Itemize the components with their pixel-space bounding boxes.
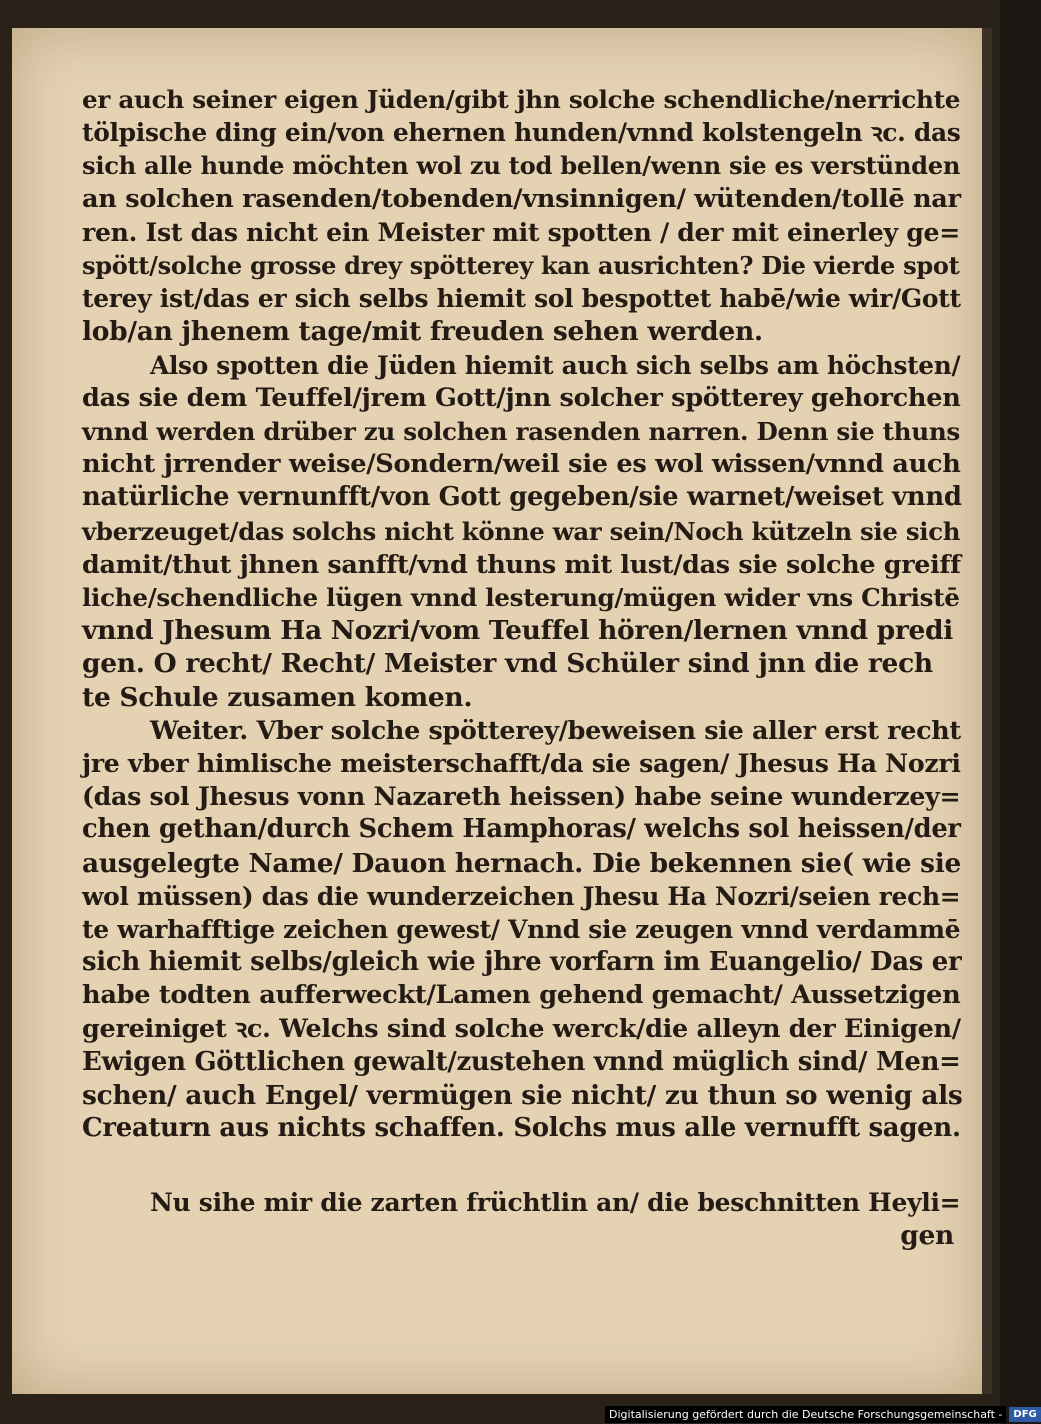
paragraph-4	[82, 1186, 962, 1252]
funding-credit: Digitalisierung gefördert durch die Deutsche Forschungsgemeinschaft -	[605, 1406, 1006, 1423]
text-line: chen gethan/durch Schem Hamphoras/ welchs sol heissen/der	[82, 814, 961, 845]
text-line: Nu sihe mir die zarten früchtlin an/ die beschnitten Heyli=	[150, 1187, 961, 1217]
text-line: spött/solche grosse drey spötterey kan ausrichten? Die vierde spot	[82, 251, 960, 281]
text-line: habe todten aufferweckt/Lamen gehend gemacht/ Aussetzigen	[82, 980, 961, 1011]
text-line: sich alle hunde möchten wol zu tod bellen/wenn sie es verstünden	[82, 151, 961, 181]
text-line: damit/thut jhnen sanfft/vnd thuns mit lust/das sie solche greiff	[82, 548, 961, 579]
paragraph-3	[82, 714, 962, 1146]
text-line: nicht jrrender weise/Sondern/weil sie es wol wissen/vnnd auch	[82, 449, 961, 480]
book-page	[12, 28, 992, 1394]
text-line: natürliche vernunfft/von Gott gegeben/sie warnet/weiset vnnd	[82, 482, 962, 513]
text-line: Also spotten die Jüden hiemit auch sich selbs am höchsten/	[150, 350, 961, 380]
text-line: sich hiemit selbs/gleich wie jhre vorfarn im Euangelio/ Das er	[82, 947, 962, 978]
text-line: schen/ auch Engel/ vermügen sie nicht/ zu thun so wenig als	[82, 1080, 963, 1112]
text-line: vnnd Jhesum Ha Nozri/vom Teuffel hören/lernen vnnd predi	[82, 615, 954, 647]
catchword: gen	[900, 1219, 954, 1251]
text-line: vnnd werden drüber zu solchen rasenden narren. Denn sie thuns	[82, 417, 960, 447]
page-text	[82, 83, 962, 1252]
text-line: Creaturn aus nichts schaffen. Solchs mus alle vernufft sagen.	[82, 1113, 961, 1144]
text-line: tölpische ding ein/von ehernen hunden/vnnd kolstengeln ꝛc. das	[82, 118, 961, 148]
text-line: an solchen rasenden/tobenden/vnsinnigen/ wütenden/tollē nar	[82, 183, 961, 214]
text-line: lob/an jhenem tage/mit freuden sehen werden.	[82, 316, 763, 348]
text-line: te Schule zusamen komen.	[82, 681, 473, 713]
text-line: Weiter. Vber solche spötterey/beweisen sie aller erst recht	[150, 714, 961, 745]
paragraph-gap	[82, 1146, 962, 1186]
text-line: terey ist/das er sich selbs hiemit sol bespottet habē/wie wir/Gott	[82, 284, 961, 314]
text-line: jre vber himlische meisterschafft/da sie sagen/ Jhesus Ha Nozri	[82, 748, 961, 779]
text-line: das sie dem Teuffel/jrem Gott/jnn solcher spötterey gehorchen	[82, 382, 961, 413]
text-line: Ewigen Göttlichen gewalt/zustehen vnnd müglich sind/ Men=	[82, 1046, 961, 1077]
text-line: ausgelegte Name/ Dauon hernach. Die bekennen sie( wie sie	[82, 847, 961, 879]
text-line: ren. Ist das nicht ein Meister mit spotten / der mit einerley ge=	[82, 216, 960, 247]
text-line: (das sol Jhesus vonn Nazareth heissen) habe seine wunderzey=	[82, 781, 961, 812]
text-line: wol müssen) das die wunderzeichen Jhesu Ha Nozri/seien rech=	[82, 881, 961, 911]
text-line: te warhafftige zeichen gewest/ Vnnd sie zeugen vnnd verdammē	[82, 915, 961, 945]
text-line: er auch seiner eigen Jüden/gibt jhn solche schendliche/nerrichte	[82, 85, 961, 114]
footer-credit-bar	[605, 1405, 1041, 1424]
dfg-logo: DFG	[1009, 1407, 1040, 1422]
paragraph-1	[82, 83, 962, 349]
text-line: gen. O recht/ Recht/ Meister vnd Schüler sind jnn die rech	[82, 648, 933, 680]
text-line: liche/schendliche lügen vnnd lesterung/mügen wider vns Christē	[82, 583, 960, 613]
text-line: gereiniget ꝛc. Welchs sind solche werck/die alleyn der Einigen/	[82, 1013, 961, 1044]
paragraph-2	[82, 349, 962, 714]
text-line: vberzeuget/das solchs nicht könne war sein/Noch kützeln sie sich	[82, 516, 961, 546]
